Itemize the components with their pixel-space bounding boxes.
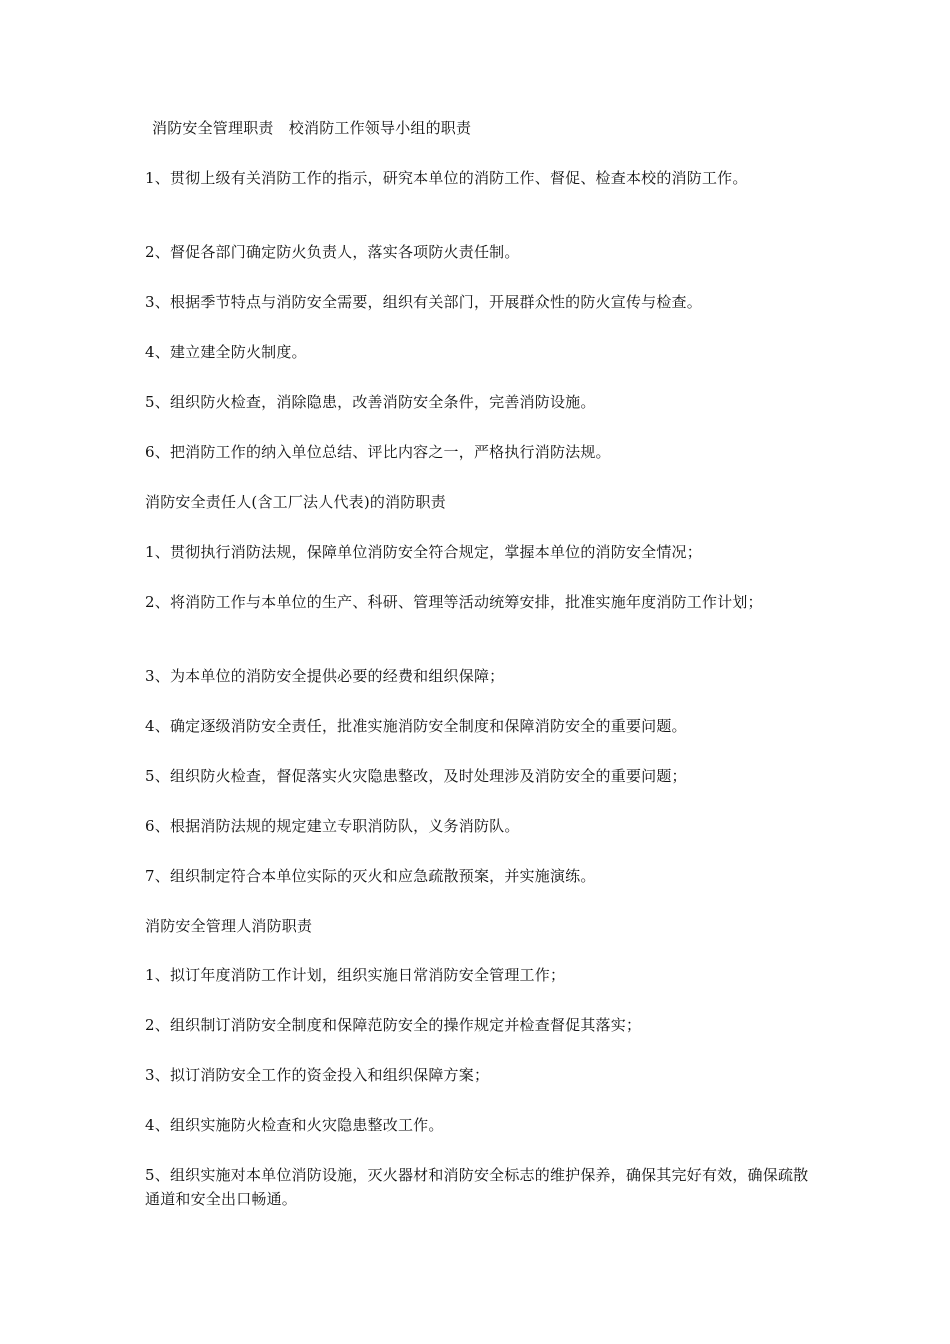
section2-item-5: 5、组织防火检查，督促落实火灾隐患整改，及时处理涉及消防安全的重要问题； (145, 767, 687, 785)
section2-item-6: 6、根据消防法规的规定建立专职消防队，义务消防队。 (145, 817, 520, 835)
section3-item-4: 4、组织实施防火检查和火灾隐患整改工作。 (145, 1116, 444, 1134)
section2-item-7: 7、组织制定符合本单位实际的灭火和应急疏散预案，并实施演练。 (145, 867, 596, 885)
section1-item-2: 2、督促各部门确定防火负责人，落实各项防火责任制。 (145, 243, 520, 261)
section2-heading: 消防安全责任人(含工厂法人代表)的消防职责 (145, 493, 446, 511)
section2-item-4: 4、确定逐级消防安全责任，批准实施消防安全制度和保障消防安全的重要问题。 (145, 717, 687, 735)
section2-item-3: 3、为本单位的消防安全提供必要的经费和组织保障； (145, 667, 505, 685)
section3-item-5: 5、组织实施对本单位消防设施，灭火器材和消防安全标志的维护保养，确保其完好有效，确保疏散通道和安全出口畅通。 (145, 1166, 809, 1208)
section3-item-3: 3、拟订消防安全工作的资金投入和组织保障方案； (145, 1066, 490, 1084)
section1-item-3: 3、根据季节特点与消防安全需要，组织有关部门，开展群众性的防火宣传与检查。 (145, 293, 702, 311)
section1-item-4: 4、建立建全防火制度。 (145, 343, 307, 361)
section3-item-1: 1、拟订年度消防工作计划，组织实施日常消防安全管理工作； (145, 966, 566, 984)
section2-item-1: 1、贯彻执行消防法规，保障单位消防安全符合规定，掌握本单位的消防安全情况； (145, 543, 702, 561)
section1-item-6: 6、把消防工作的纳入单位总结、评比内容之一，严格执行消防法规。 (145, 443, 611, 461)
document-title-line: 消防安全管理职责 校消防工作领导小组的职责 (152, 119, 472, 137)
section3-heading: 消防安全管理人消防职责 (145, 917, 313, 935)
section1-item-1: 1、贯彻上级有关消防工作的指示，研究本单位的消防工作、督促、检查本校的消防工作。 (145, 169, 748, 187)
section2-item-2: 2、将消防工作与本单位的生产、科研、管理等活动统筹安排，批准实施年度消防工作计划； (145, 593, 763, 611)
section1-item-5: 5、组织防火检查，消除隐患，改善消防安全条件，完善消防设施。 (145, 393, 596, 411)
section3-item-2: 2、组织制订消防安全制度和保障范防安全的操作规定并检查督促其落实； (145, 1016, 642, 1034)
